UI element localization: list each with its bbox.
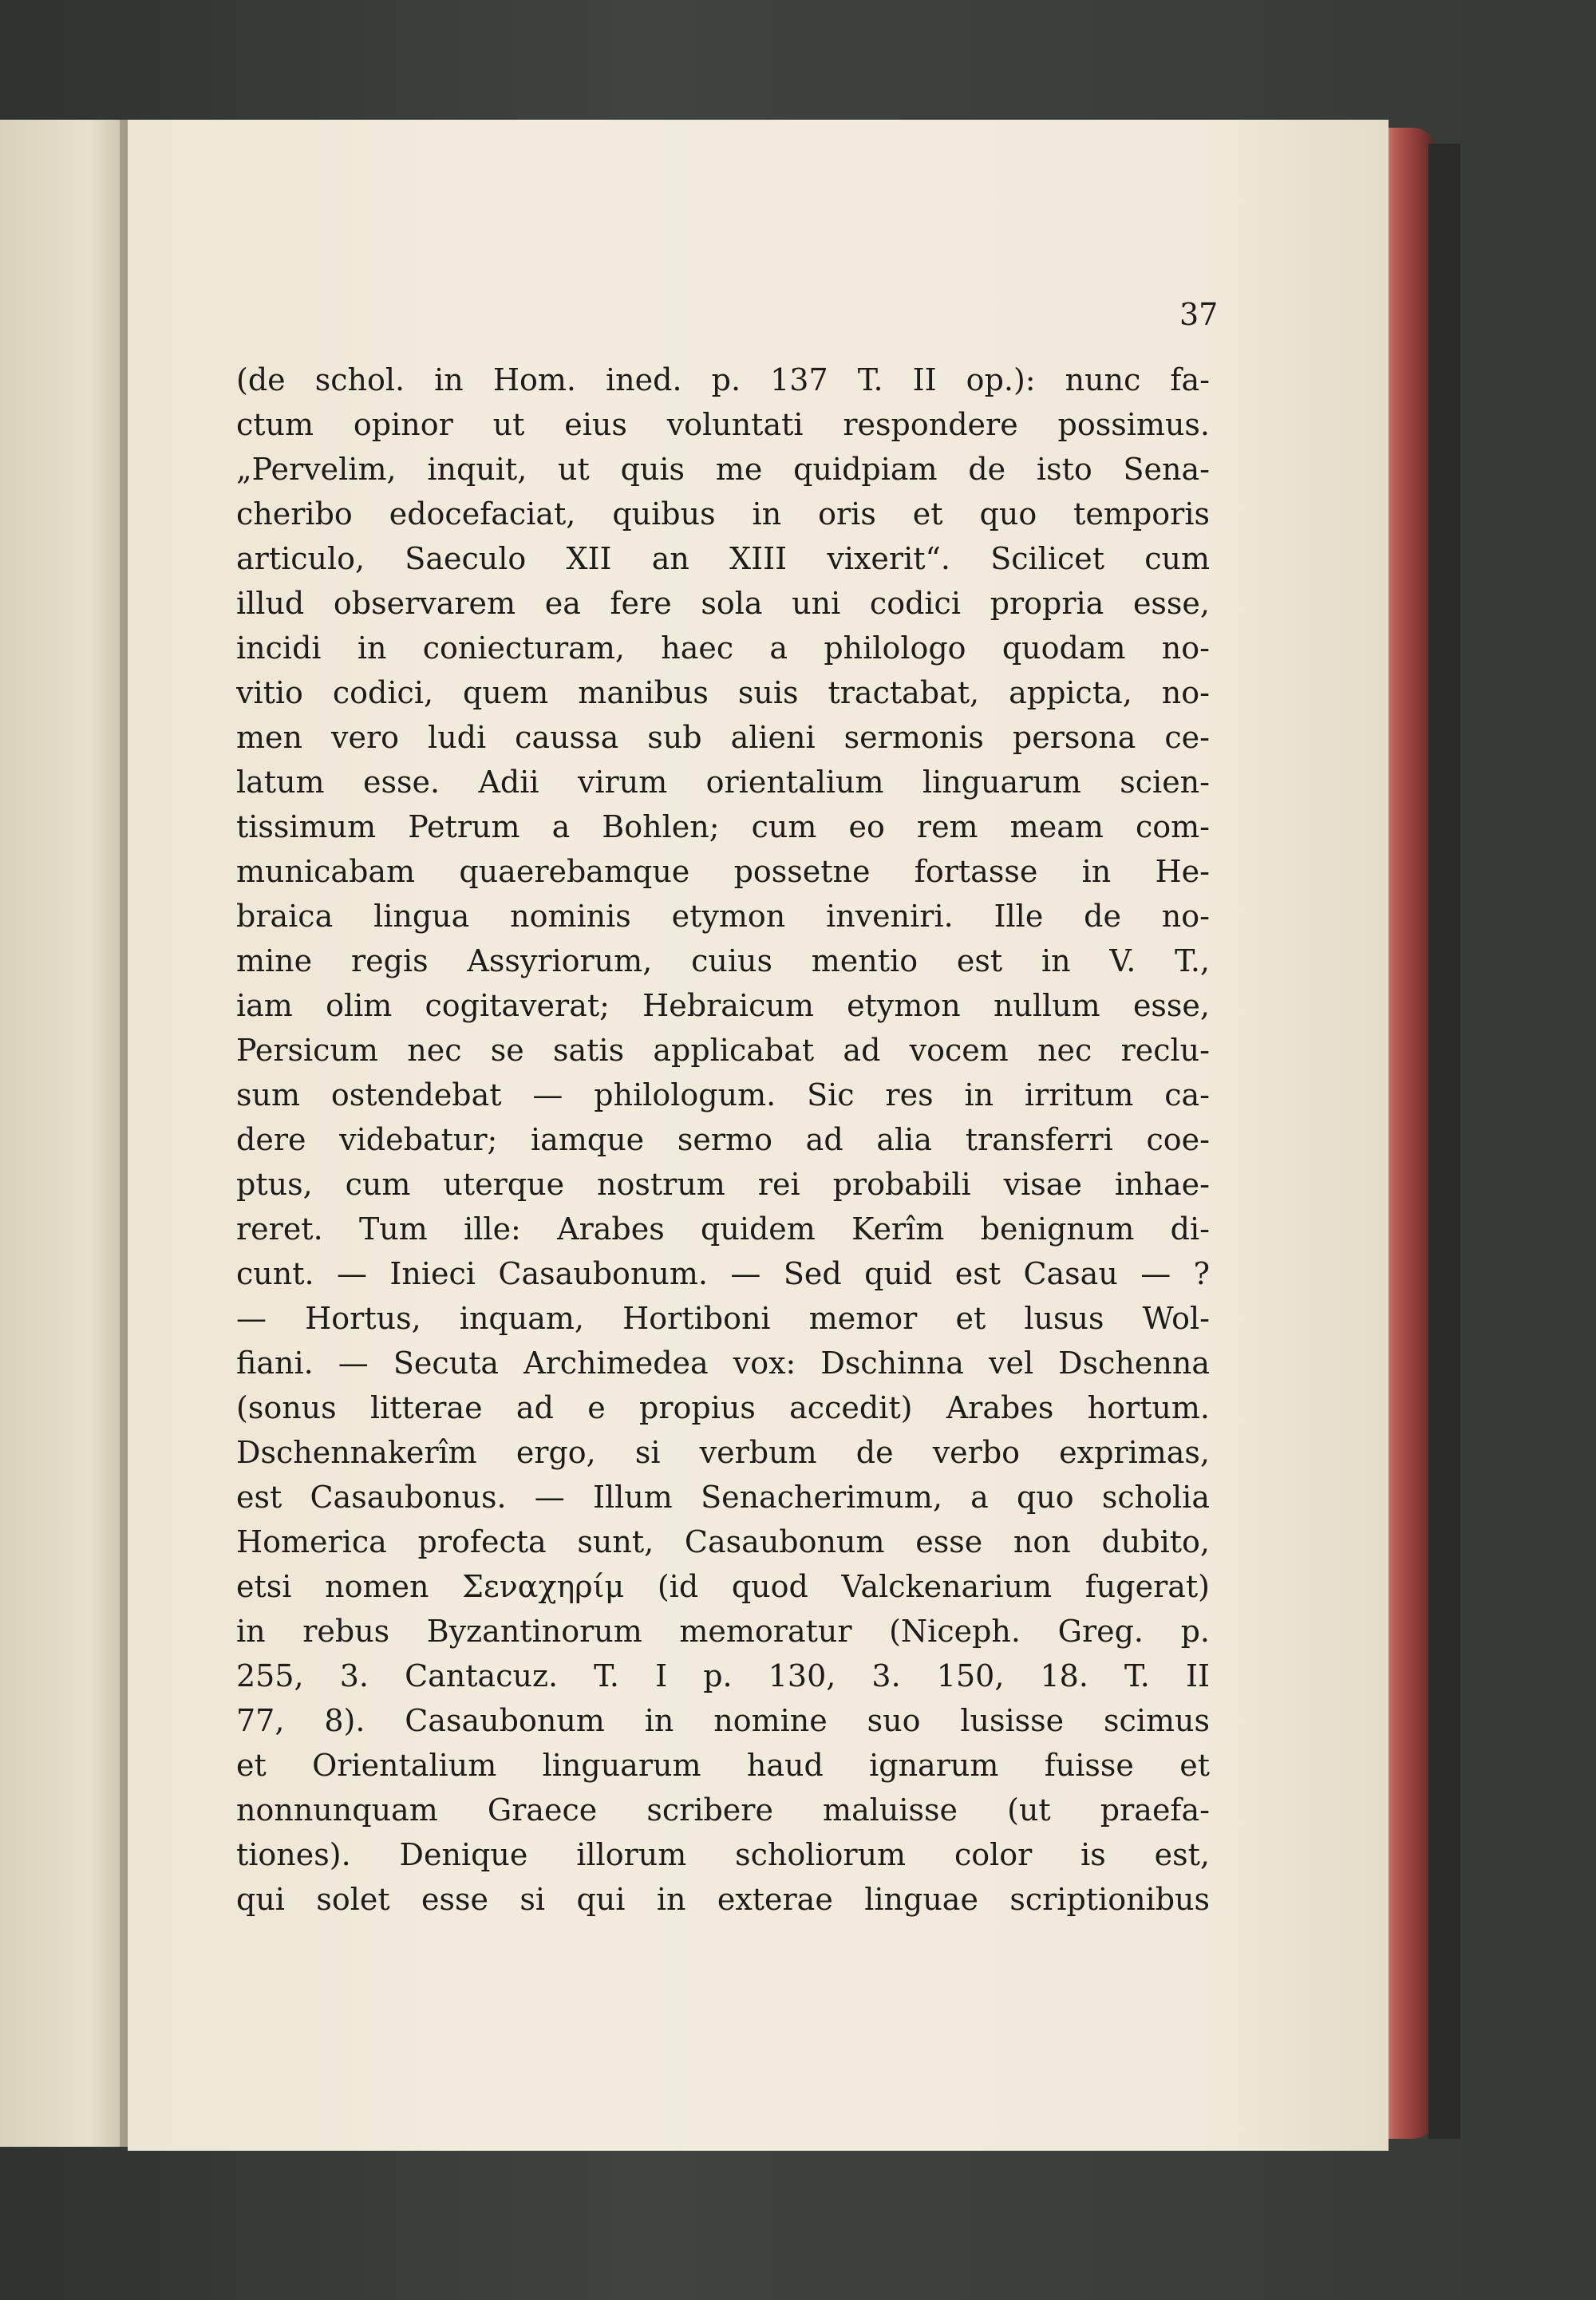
text-line: Homerica profecta sunt, Casaubonum esse non dubito, xyxy=(236,1524,1210,1559)
text-line: municabam quaerebamque possetne fortasse in He- xyxy=(236,854,1210,889)
text-line: sum ostendebat — philologum. Sic res in irritum ca- xyxy=(236,1077,1210,1112)
text-line: — Hortus, inquam, Hortiboni memor et lusus Wol- xyxy=(236,1301,1210,1336)
text-line: „Pervelim, inquit, ut quis me quidpiam de isto Sena- xyxy=(236,452,1210,487)
left-page-edge xyxy=(0,120,130,2147)
text-line: etsi nomen Σεναχηρίμ (id quod Valckenarium fugerat) xyxy=(236,1569,1210,1604)
text-line: qui solet esse si qui in exterae linguae scriptionibus xyxy=(236,1882,1210,1917)
text-line: tissimum Petrum a Bohlen; cum eo rem meam com- xyxy=(236,809,1210,844)
text-line: in rebus Byzantinorum memoratur (Niceph. Greg. p. xyxy=(236,1614,1210,1649)
text-line: fiani. — Secuta Archimedea vox: Dschinna vel Dschenna xyxy=(236,1346,1210,1381)
text-line: illud observarem ea fere sola uni codici propria esse, xyxy=(236,586,1210,621)
text-line: incidi in coniecturam, haec a philologo quodam no- xyxy=(236,630,1210,666)
text-line: est Casaubonus. — Illum Senacherimum, a quo scholia xyxy=(236,1480,1210,1515)
page-number: 37 xyxy=(1179,297,1219,332)
text-line: Dschennakerîm ergo, si verbum de verbo exprimas, xyxy=(236,1435,1210,1470)
text-line: articulo, Saeculo XII an XIII vixerit“. Scilicet cum xyxy=(236,541,1210,576)
text-line: et Orientalium linguarum haud ignarum fuisse et xyxy=(236,1748,1210,1783)
text-line: (de schol. in Hom. ined. p. 137 T. II op.): nunc fa- xyxy=(236,362,1210,397)
text-line: dere videbatur; iamque sermo ad alia transferri coe- xyxy=(236,1122,1210,1157)
text-line: cunt. — Inieci Casaubonum. — Sed quid est Casau — ? xyxy=(236,1256,1210,1291)
text-line: cheribo edocefaciat, quibus in oris et quo temporis xyxy=(236,496,1210,532)
text-line: Persicum nec se satis applicabat ad vocem nec reclu- xyxy=(236,1033,1210,1068)
text-line: latum esse. Adii virum orientalium linguarum scien- xyxy=(236,765,1210,800)
text-line: tiones). Denique illorum scholiorum color is est, xyxy=(236,1837,1210,1872)
text-line: ctum opinor ut eius voluntati respondere possimus. xyxy=(236,407,1210,442)
text-line: ptus, cum uterque nostrum rei probabili visae inhae- xyxy=(236,1167,1210,1202)
text-line: 255, 3. Cantacuz. T. I p. 130, 3. 150, 18. T. II xyxy=(236,1658,1210,1693)
text-line: (sonus litterae ad e propius accedit) Arabes hortum. xyxy=(236,1390,1210,1425)
text-line: iam olim cogitaverat; Hebraicum etymon nullum esse, xyxy=(236,988,1210,1023)
text-line: braica lingua nominis etymon inveniri. Ille de no- xyxy=(236,899,1210,934)
text-line: 77, 8). Casaubonum in nomine suo lusisse scimus xyxy=(236,1703,1210,1738)
text-line: vitio codici, quem manibus suis tractabat, appicta, no- xyxy=(236,675,1210,710)
body-text xyxy=(236,358,1210,1922)
text-line: mine regis Assyriorum, cuius mentio est in V. T., xyxy=(236,943,1210,978)
text-line: nonnunquam Graece scribere maluisse (ut praefa- xyxy=(236,1792,1210,1828)
text-line: men vero ludi caussa sub alieni sermonis persona ce- xyxy=(236,720,1210,755)
text-line: reret. Tum ille: Arabes quidem Kerîm benignum di- xyxy=(236,1211,1210,1247)
book-binding xyxy=(1428,144,1460,2139)
